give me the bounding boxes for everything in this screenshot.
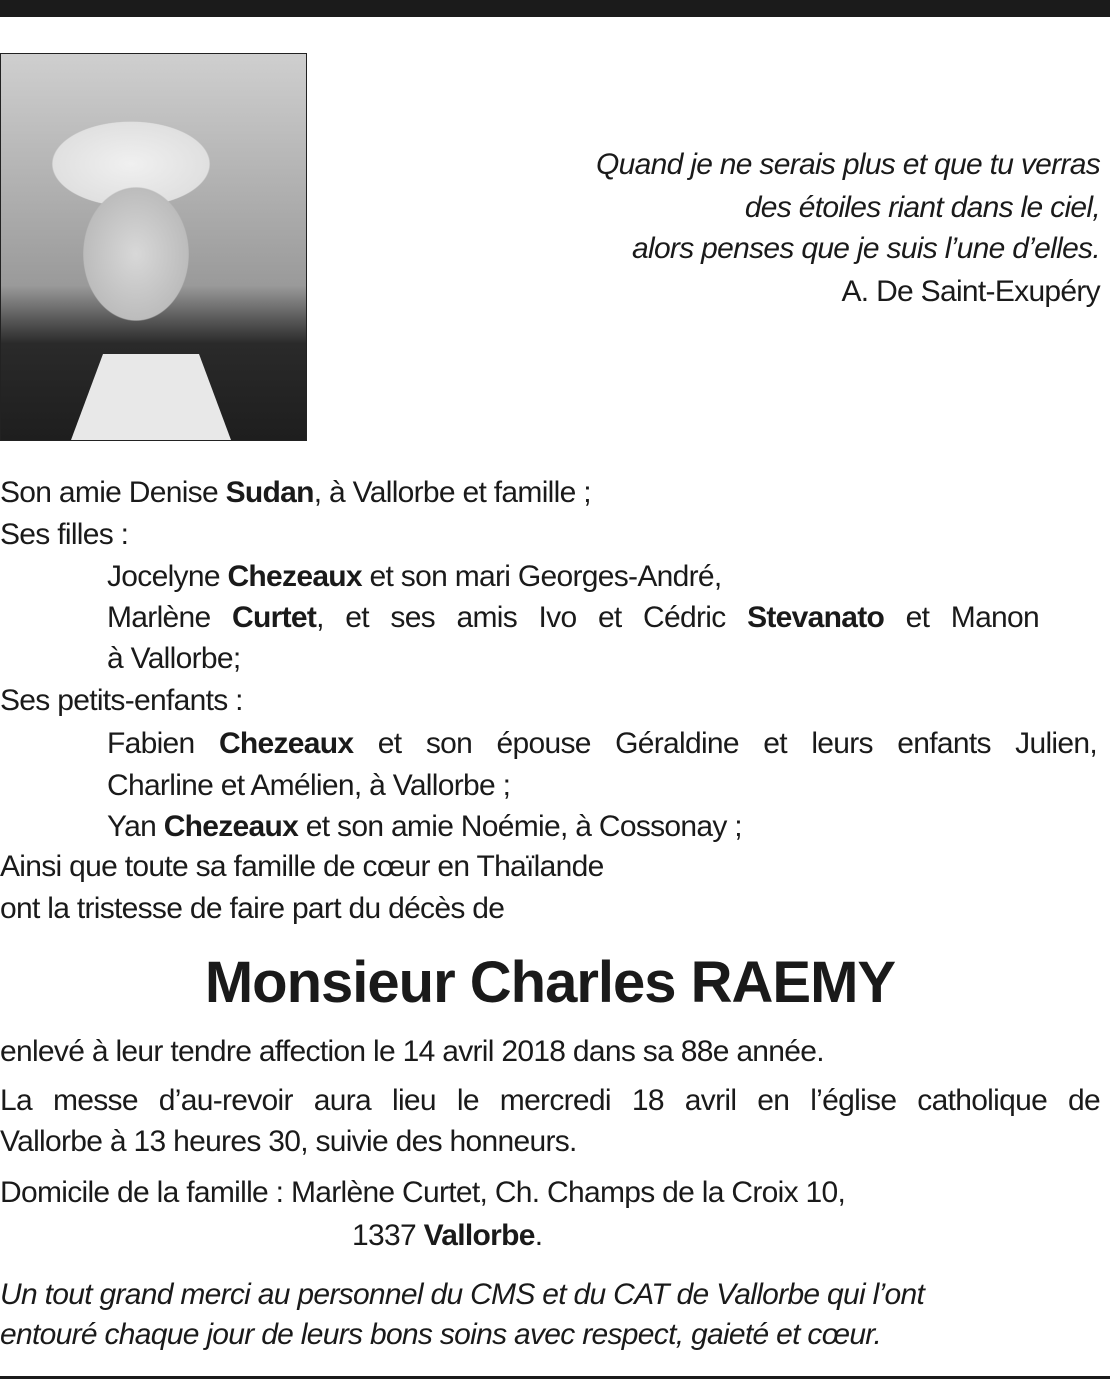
- surname: Sudan: [225, 476, 314, 509]
- text-segment: Ainsi que toute sa famille de cœur en Thaïlande: [0, 850, 604, 883]
- text-segment: Charline et Amélien, à Vallorbe ;: [107, 769, 511, 802]
- top-rule: [0, 0, 1110, 17]
- text-segment: et son amie Noémie, à Cossonay ;: [298, 810, 742, 843]
- text-line: [107, 766, 510, 806]
- text-line: [0, 847, 604, 887]
- text-line: [0, 889, 504, 929]
- text-segment: Ses petits-enfants :: [0, 684, 243, 717]
- bottom-rule: [0, 1376, 1110, 1379]
- thanks-line: Un tout grand merci au personnel du CMS et du CAT de Vallorbe qui l’ont: [0, 1278, 925, 1311]
- text-segment: , à Vallorbe et famille ;: [313, 476, 591, 509]
- text-line: [0, 681, 243, 721]
- text-line: [0, 1032, 824, 1072]
- surname: Curtet: [232, 601, 317, 634]
- quote-line: alors penses que je suis l’une d’elles.: [632, 232, 1100, 265]
- text-segment: Yan: [107, 810, 164, 843]
- text-segment: , et ses amis Ivo et Cédric: [316, 601, 748, 634]
- text-line: [0, 515, 128, 555]
- text-segment: et son épouse Géraldine et leurs enfants Julien,: [353, 727, 1097, 760]
- deceased-name: Monsieur Charles RAEMY: [204, 950, 896, 1015]
- text-segment: 1337: [352, 1219, 424, 1252]
- text-segment: .: [534, 1219, 543, 1252]
- surname: Chezeaux: [163, 810, 299, 843]
- portrait-photo: [0, 53, 307, 441]
- quote-line: Quand je ne serais plus et que tu verras: [596, 148, 1100, 181]
- text-segment: Fabien: [107, 727, 219, 760]
- text-segment: Marlène: [107, 601, 232, 634]
- quote-line: des étoiles riant dans le ciel,: [744, 191, 1100, 224]
- text-line: [0, 1081, 1100, 1121]
- surname: Chezeaux: [227, 560, 362, 593]
- text-line: [107, 557, 722, 597]
- text-line: [352, 1216, 542, 1256]
- text-segment: enlevé à leur tendre affection le 14 avril 2018 dans sa 88e année.: [0, 1035, 824, 1068]
- text-line: [0, 473, 591, 513]
- text-segment: Vallorbe à 13 heures 30, suivie des honneurs.: [0, 1125, 577, 1158]
- text-segment: et son mari Georges-André,: [361, 560, 722, 593]
- text-line: [0, 1173, 845, 1213]
- text-segment: et Manon: [884, 601, 1040, 634]
- text-segment: Son amie Denise: [0, 476, 226, 509]
- surname: Vallorbe: [423, 1219, 535, 1252]
- text-segment: Ses filles :: [0, 518, 129, 551]
- text-segment: à Vallorbe;: [107, 642, 241, 675]
- text-segment: La messe d’au-revoir aura lieu le mercredi 18 avril en l’église catholique de: [0, 1084, 1100, 1117]
- text-segment: Jocelyne: [107, 560, 228, 593]
- quote-author: A. De Saint-Exupéry: [841, 275, 1100, 308]
- thanks-line: entouré chaque jour de leurs bons soins avec respect, gaieté et cœur.: [0, 1318, 882, 1351]
- text-line: [0, 1122, 577, 1162]
- text-line: [107, 639, 241, 679]
- photo-shirt: [71, 354, 231, 440]
- surname: Stevanato: [747, 601, 885, 634]
- text-segment: ont la tristesse de faire part du décès de: [0, 892, 505, 925]
- text-line: [107, 598, 1039, 638]
- text-line: [107, 807, 742, 847]
- text-line: [107, 724, 1097, 764]
- text-segment: Domicile de la famille : Marlène Curtet, Ch. Champs de la Croix 10,: [0, 1176, 846, 1209]
- surname: Chezeaux: [218, 727, 354, 760]
